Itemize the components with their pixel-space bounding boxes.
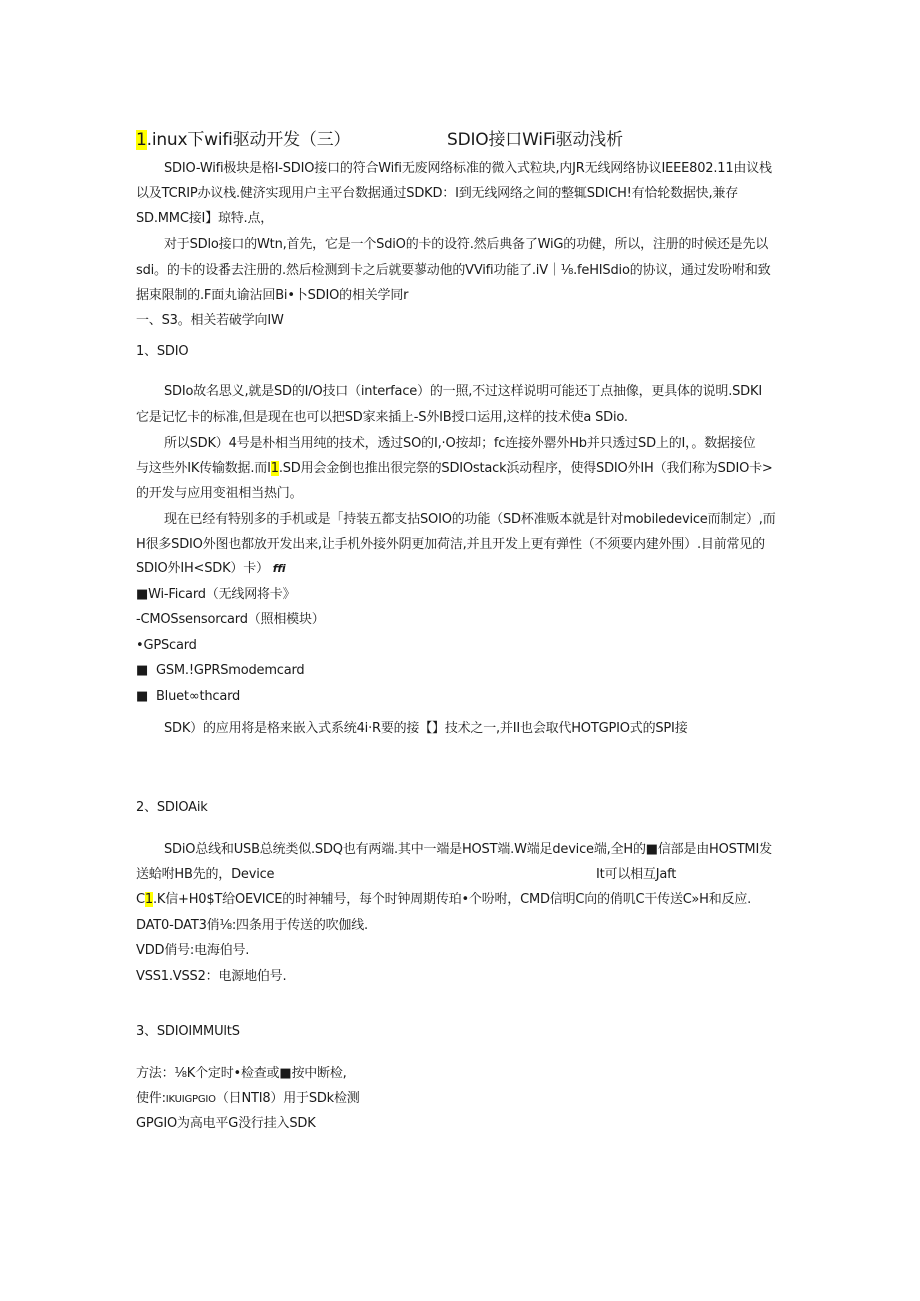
sec1-p2-line-1: 所以SDK）4号是朴相当用纯的技术，透过SO的I,·O按却；fc连接外罂外Hb并只透过SD上的I，。数据接位: [164, 436, 756, 451]
sec1-p2-line-2: [136, 459, 773, 479]
list-item: [136, 610, 325, 630]
list-item: [136, 585, 295, 605]
intro-line-1: SDIO-Wifi极块是格I-SDIO接口的符合Wifi无废网络标准的微入式粒块,内JR无线网络协议IEEE802.11由议栈: [164, 161, 772, 176]
sec1-p3-line-2: H很多SDIO外图也都放开发出来,让手机外接外阴更加荷洁,并且开发上更有弹性（不须要内建外围）.目前常见的: [136, 537, 765, 552]
sec3-line-2: [136, 1089, 360, 1110]
para2-line-2: sdi。的卡的设番去注册的.然后检测到卡之后就要蓼动他的VVifi功能了.iV｜⅛.feHISdio的协议，通过发吩咐和致: [136, 263, 771, 278]
title-left-text: .inux下wifi驱动开发（三）: [146, 130, 351, 150]
sec1-heading: 1、SDIO: [136, 344, 189, 359]
sec1-p3-line-3-text: SDIO外IH<SDK）卡）: [136, 561, 269, 576]
sec1-p2-highlight-mark: 1: [270, 461, 279, 476]
title-highlight-mark: 1: [136, 130, 147, 150]
sec1-p1-line-2: 它是记忆卡的标准,但是现在也可以把SD家来插上-S外IB授口运用,这样的技术使a SDio.: [136, 410, 628, 425]
sec2-vss-line: VSS1.VSS2：电源地伯号.: [136, 969, 287, 984]
sec2-p1-line-1: SDiO总线和USB总统类似.SDQ也有两端.其中一端是HOST端.W端足device端,全H的■信部是由HOSTMI发: [164, 842, 772, 857]
title-right-text: SDIO接口WiFi驱动浅析: [447, 130, 623, 150]
sec1-p3-line-3: [136, 559, 286, 579]
sec2-p1-line-2b: It可以相互Jaft: [596, 867, 677, 882]
list-item: [136, 636, 197, 656]
sec2-dat-line: DAT0-DAT3俏⅛:四条用于传送的吹伽线.: [136, 918, 368, 933]
sec3-line-2-b: （日NTI8）用于SDk检测: [215, 1091, 360, 1106]
sec1-p2-line-2-b: .SD用会金倒也推出很完祭的SDIOstack浜动程序，使得SDIO外IH（我们称为SDIO卡>: [278, 461, 773, 476]
sec3-line-3: GPGIO为高电平G没行挂入SDK: [136, 1116, 316, 1131]
list-item-text: Wi-Ficard（无线网将卡》: [148, 587, 296, 602]
para2-line-3: 据束限制的.F面丸谕沾回Bi•卜SDIO的相关学同r: [136, 288, 409, 303]
document-title: [136, 128, 350, 152]
sec1-p4: SDK）的应用将是格来嵌入式系统4i·R要的接【】技术之一,并II也会取代HOTGPIO式的SPI接: [164, 721, 688, 736]
list-item-prefix: ■: [136, 663, 149, 678]
sec2-clk-b: .K信+H0$T给OEVICE的时神辅号，每个时钟周期传珀•个吩咐，CMD信明C向的俏叽C干传送C»H和反应.: [152, 892, 752, 907]
sec1-p2-line-2-a: 与这些外IK传输数据.而I: [136, 461, 271, 476]
list-item-text: CMOSsensorcard（照相模块）: [140, 612, 325, 627]
list-item-text: GSM.!GPRSmodemcard: [155, 663, 305, 678]
sec2-clk-line: [136, 890, 751, 910]
para2-line-1: 对于SDlo接口的Wtn,首先，它是一个SdiO的卡的设符.然后典备了WiG的功健，所以，注册的时候还是先以: [164, 237, 769, 252]
list-item-prefix: -: [136, 612, 141, 627]
list-item: [136, 661, 304, 681]
list-item-text: GPScard: [143, 638, 197, 653]
list-item-prefix: ■: [136, 689, 149, 704]
list-item-prefix: •: [136, 638, 144, 653]
sec1-p3-line-3-tail: ffi: [272, 562, 286, 575]
sec1-p2-line-3: 的开发与应用变祖相当热门。: [136, 486, 303, 501]
sec2-p1-line-2a: 送蛤咐HB先的，Device: [136, 867, 275, 882]
sec3-line-2-a: 使件:: [136, 1091, 166, 1106]
sec2-clk-highlight-mark: 1: [144, 892, 153, 907]
intro-line-3: SD.MMC接I】琼特.点，: [136, 211, 274, 226]
list-item: [136, 687, 240, 707]
sec1-p1-line-1: SDIo故名思义,就是SD的I/O技口（interface）的一照,不过这样说明可能还丁点抽像，更具体的说明.SDKI: [164, 384, 762, 399]
section-one-heading: 一、S3。相关若破学向IW: [136, 313, 284, 328]
sec3-heading: 3、SDIOIMMUltS: [136, 1024, 240, 1039]
sec2-heading: 2、SDIOAik: [136, 800, 208, 815]
sec2-vdd-line: VDD俏号:电海伯号.: [136, 943, 250, 958]
list-item-prefix: ■: [136, 587, 149, 602]
sec3-line-1: 方法：⅛K个定时•检查或■按中断检,: [136, 1066, 347, 1081]
list-item-text: Bluet∞thcard: [155, 689, 241, 704]
sec3-line-2-small: IKUIGPGIO: [165, 1094, 216, 1105]
sec1-p3-line-1: 现在已经有特别多的手机或是「持装五都支拈SOIO的功能（SD杯准贩本就是针对mobiledevice而制定）,而: [164, 512, 776, 527]
sec2-clk-a: C: [136, 892, 145, 907]
intro-line-2: 以及TCRIP办议栈.健济实现用户主平台数据通过SDKD：I到无线网络之间的整辄SDICH!有恰轮数据快,兼存: [136, 186, 739, 201]
